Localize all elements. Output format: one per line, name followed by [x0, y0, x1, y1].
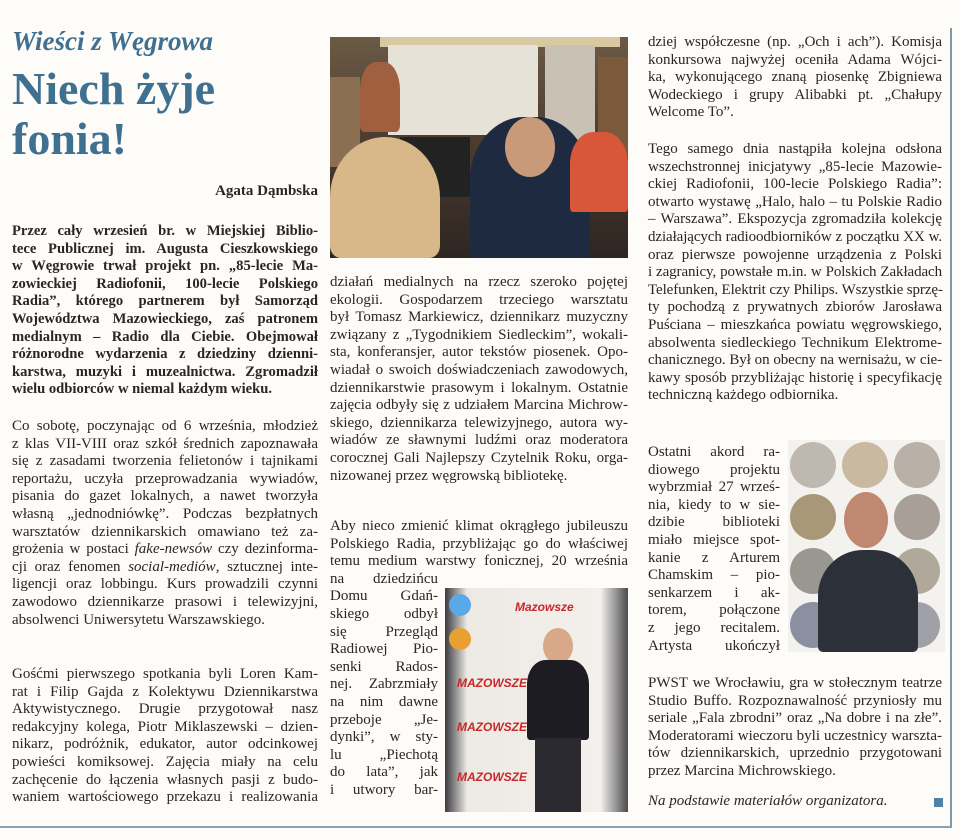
paragraph: [12, 418, 318, 629]
text-line: pisania do gazet lokalnych, a nawet tworzyła: [12, 488, 318, 505]
text-line: techniczną każdego odbiornika.: [648, 387, 839, 404]
text-line: Aktywistycznego. Drugie przygotował nasz: [12, 701, 318, 718]
text-line: Polskiego Radia, przybliżając go do właściwej: [330, 535, 628, 552]
text-line: zawodowo dziennikarze prasowi i telewizyjni,: [12, 593, 318, 610]
title-line: fonia!: [12, 113, 127, 164]
italic-term: fake-newsów: [134, 541, 213, 558]
text-line: konkursowa najwyżej oceniła Adama Wójci-: [648, 51, 942, 68]
text-line: rat i Filip Gajda z Kolektywu Dziennikarstwa: [12, 683, 318, 700]
text-line: zowieckiej Radiofonii, 100-lecie Polskiego: [12, 275, 318, 292]
text-line: chanicznego. Był on obecny na wernisażu, w cie-: [648, 352, 942, 369]
text-line: dzibie biblioteki: [648, 514, 780, 531]
text-line: własną „jednodniówkę”. Podczas bezpłatnych: [12, 505, 318, 522]
text-line: absolwenci Uniwersytetu Warszawskiego.: [12, 611, 266, 628]
text-line: dziej współczesne (np. „Och i ach”). Komisja: [648, 34, 942, 50]
text-line: przeboje „Je-: [330, 711, 438, 728]
source-note: Na podstawie materiałów organizatora.: [648, 793, 888, 809]
text-line: senki Rados-: [330, 658, 438, 675]
text-line: i zagranicy, powstałe m.in. w Polskich Zakładach: [648, 264, 942, 281]
text-line: ckiej Radiofonii, 100-lecie Polskiego Radia”:: [648, 176, 942, 193]
text-line: tów dziennikarskich, uprzednio przygotowani: [648, 745, 942, 762]
text-line: różnorodne wydarzenia z dziedziny dzienni-: [12, 346, 318, 363]
text-line: wiadów ze sławnymi ludźmi oraz moderatora: [330, 432, 628, 449]
paragraph: [12, 666, 318, 807]
text-line: diowego projektu: [648, 461, 780, 478]
text-line: nikarz, podróżnik, edukator, autor odcinkowej: [12, 736, 318, 753]
text-line: Województwa Mazowieckiego, zaś patronem: [12, 310, 318, 327]
text-line: warsztatów dziennikarskich omawiano też za-: [12, 523, 318, 540]
portrait-photo: [788, 440, 945, 652]
text-line: z jego recitalem.: [648, 619, 780, 636]
text-line: do lata”, jak: [330, 764, 438, 781]
text-line: ekologii. Gospodarzem trzeciego warsztatu: [330, 291, 628, 308]
lead-paragraph: [12, 223, 318, 399]
text-line: Moderatorami wieczoru byli uczestnicy warszta-: [648, 727, 942, 744]
text-line: związany z „Tygodnikiem Siedleckim”, wokali-: [330, 326, 628, 343]
text-line: senkarzem i ak-: [648, 584, 780, 601]
text-line: nizowanej przez węgrowską bibliotekę.: [330, 467, 568, 484]
text-line: się Przegląd: [330, 623, 438, 640]
paragraph: [648, 675, 942, 781]
text-line: Gośćmi pierwszego spotkania byli Loren Kam-: [12, 666, 318, 682]
text-segment: czy dezinforma-: [212, 541, 318, 558]
paragraph: [648, 141, 942, 405]
text-line: się z zasadami tworzenia felietonów i tajnikami: [12, 453, 318, 470]
text-line: reportażu, uczyła przeprowadzania wywiadów,: [12, 470, 318, 487]
workshop-photo: [330, 37, 628, 258]
text-line: medialnym – Radio dla Ciebie. Obejmował: [12, 328, 318, 345]
article-title: [12, 64, 215, 164]
text-line: sta, konferansjer, autor tekstów piosenek. Opo-: [330, 344, 628, 361]
column-rule: [950, 28, 952, 828]
text-line: Ostatni akord ra-: [648, 444, 780, 460]
text-line: temu medium warstwy fonicznej, 20 września: [330, 553, 628, 570]
end-of-article-mark-icon: [934, 798, 943, 807]
text-line: na nim dawne: [330, 693, 438, 710]
text-line: otwarto wystawę „Halo, halo – tu Polskie Radio: [648, 193, 942, 210]
text-line: dynki”, w sty-: [330, 729, 438, 746]
text-segment: , sztucznej inte-: [215, 558, 318, 575]
paragraph-wrapped: [648, 444, 780, 655]
text-line: wielu odbiorców w niemal każdym wieku.: [12, 381, 273, 398]
text-line: Telefunken, Elektrit czy Philips. Wszystkie sprzę-: [648, 281, 943, 298]
singer-photo: [445, 588, 628, 812]
text-line: przez Marcina Michrowskiego.: [648, 762, 836, 779]
text-line: Co sobotę, poczynając od 6 września, młodzież: [12, 418, 318, 434]
text-segment: cji oraz fenomen: [12, 558, 129, 575]
italic-term: social-mediów: [128, 558, 216, 575]
paragraph: [330, 518, 628, 571]
text-line: ty pochodzą z prywatnych zbiorów Jarosława: [648, 299, 942, 316]
text-line: corocznej Gali Najlepszy Czytelnik Roku, orga-: [330, 449, 628, 466]
text-line: Radia”, którego partnerem był Samorząd: [12, 293, 318, 310]
text-line: Wodeckiego i grupy Alibabki pt. „Chałupy: [648, 86, 942, 103]
text-line: – Warszawa”. Ekspozycja zgromadziła kolekcję: [648, 211, 942, 228]
text-line: nej. Zabrzmiały: [330, 676, 438, 693]
text-line: wszechstronnej inicjatywy „85-lecie Mazowie-: [648, 158, 942, 175]
paragraph-wrapped: [330, 571, 438, 800]
paragraph: [648, 34, 942, 122]
stage-light-icon: [449, 628, 471, 650]
text-line: z klas VII-VIII oraz szkół średnich zapoznawała: [12, 435, 318, 452]
text-line: Przez cały wrzesień br. w Miejskiej Biblio-: [12, 223, 318, 239]
text-line: waniem wartościowego przekazu i realizowania: [12, 789, 318, 806]
text-line: tece Publicznej im. Augusta Cieszkowskiego: [12, 240, 318, 257]
banner-logo-text: MAZOWSZE: [457, 720, 527, 734]
text-line: PWST we Wrocławiu, gra w stołecznym teatrze: [648, 675, 942, 691]
stage-light-icon: [449, 594, 471, 616]
banner-logo-text: MAZOWSZE: [457, 676, 527, 690]
text-line: skiego, dziennikarza telewizyjnego, autora wy-: [330, 414, 628, 431]
text-segment: grożenia w postaci: [12, 541, 135, 558]
text-line: Tego samego dnia nastąpiła kolejna odsłona: [648, 141, 942, 157]
text-line: redakcyjny kolega, Piotr Miklaszewski – dzien-: [12, 718, 318, 735]
text-line: seriale „Fala zbrodni” oraz „Na dobre i na złe”.: [648, 710, 942, 727]
text-line: działających radioodbiorników z początku XX w.: [648, 228, 942, 245]
text-line: ka, wykonującego znaną piosenkę Zbigniewa: [648, 69, 942, 86]
text-line: zajęcia odbyły się z udziałem Marcina Michrow-: [330, 397, 628, 414]
text-line: [12, 541, 318, 559]
text-line: Puściana – mieszkańca powiatu węgrowskiego,: [648, 316, 942, 333]
text-line: miało miejsce spot-: [648, 531, 780, 548]
text-line: w Węgrowie trwał projekt pn. „85-lecie Ma-: [12, 258, 318, 275]
author-byline: Agata Dąmbska: [215, 183, 318, 199]
text-line: zachęcenie do łączenia własnych pasji z budo-: [12, 771, 318, 788]
banner-logo-text: MAZOWSZE: [457, 770, 527, 784]
text-line: na dziedzińcu: [330, 570, 438, 587]
text-line: Domu Gdań-: [330, 588, 438, 605]
text-line: karstwa, muzyki i muzealnictwa. Zgromadził: [12, 363, 318, 380]
text-line: kawy sposób przybliżając historię i specyfikację: [648, 369, 942, 386]
text-line: Welcome To”.: [648, 104, 734, 121]
text-line: był Tomasz Markiewicz, dziennikarz muzyczny: [330, 309, 628, 326]
text-line: oraz pierwsze powojenne urządzenia z Polski: [648, 246, 942, 263]
text-line: Radiowej Pio-: [330, 641, 438, 658]
banner-logo-text: Mazowsze: [515, 600, 574, 614]
text-line: skiego odbył: [330, 605, 438, 622]
text-line: dziennikarstwie prasowym i lokalnym. Ostatnie: [330, 379, 628, 396]
text-line: Studio Buffo. Rozpoznawalność przyniosły mu: [648, 692, 942, 709]
text-line: [12, 559, 318, 577]
page-bottom-rule: [0, 826, 952, 828]
text-line: Artysta ukończył: [648, 637, 780, 654]
text-line: i utwory bar-: [330, 781, 438, 798]
paragraph: [330, 274, 628, 485]
text-line: Aby nieco zmienić klimat okrągłego jubileuszu: [330, 518, 628, 534]
text-line: lu „Piechotą: [330, 746, 438, 763]
text-line: wybrzmiał 27 wrześ-: [648, 479, 780, 496]
text-line: Chamskim – pio-: [648, 567, 780, 584]
text-line: nia, kiedy to w sie-: [648, 496, 780, 513]
text-line: działań medialnych na rzecz szeroko pojętej: [330, 274, 628, 290]
text-line: torem, połączone: [648, 602, 780, 619]
text-line: kanie z Arturem: [648, 549, 780, 566]
section-kicker: Wieści z Węgrowa: [12, 26, 214, 56]
text-line: wiadał o swoich doświadczeniach zawodowych,: [330, 361, 628, 378]
text-line: absolwenta siedleckiego Technikum Elektrome-: [648, 334, 942, 351]
text-line: powieści komiksowej. Zajęcia miały na celu: [12, 753, 318, 770]
text-line: ligencji oraz lobbingu. Kurs prowadzili czynni: [12, 576, 318, 593]
title-line: Niech żyje: [12, 63, 216, 114]
